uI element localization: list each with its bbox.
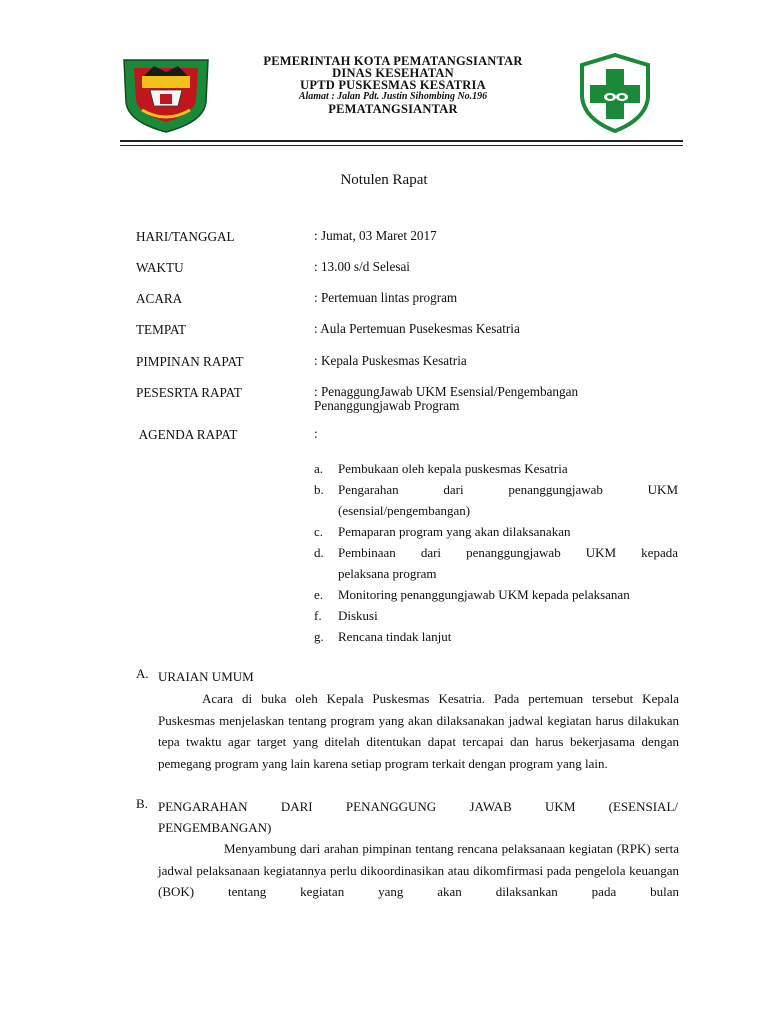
agenda-item: [314, 626, 678, 647]
agenda-marker: a.: [314, 461, 324, 476]
document-title: Notulen Rapat: [340, 172, 428, 188]
agenda-text: Pembinaan dari penanggungjawab UKM kepada: [338, 545, 678, 560]
letterhead-address: Alamat : Jalan Pdt. Justin Sihombing No.196: [298, 91, 488, 102]
agenda-text: Diskusi: [338, 608, 378, 623]
agenda-item: [314, 521, 678, 542]
field-label: TEMPAT: [136, 322, 187, 337]
field-value: [314, 385, 684, 413]
letterhead-divider-thick: [120, 140, 683, 142]
agenda-text-continued: (esensial/pengembangan): [338, 503, 471, 518]
agenda-marker: d.: [314, 545, 324, 560]
agenda-text: Pemaparan program yang akan dilaksanakan: [338, 524, 571, 539]
field-label: PESESRTA RAPAT: [136, 385, 242, 400]
agenda-marker: g.: [314, 629, 324, 644]
field-value: : 13.00 s/d Selesai: [314, 259, 410, 274]
agenda-text: Rencana tindak lanjut: [338, 629, 452, 644]
letterhead-department: DINAS KESEHATAN: [332, 66, 454, 80]
section-marker: A.: [136, 666, 149, 681]
agenda-item: [314, 458, 678, 479]
city-emblem-logo: [120, 50, 212, 134]
field-label: PIMPINAN RAPAT: [136, 354, 244, 369]
section-heading-text: URAIAN UMUM: [158, 669, 254, 684]
field-value: : Jumat, 03 Maret 2017: [314, 228, 437, 243]
field-label: ACARA: [136, 291, 183, 306]
letterhead-government: PEMERINTAH KOTA PEMATANGSIANTAR: [263, 54, 523, 68]
agenda-marker: c.: [314, 524, 324, 539]
field-value-line2: Penanggungjawab Program: [314, 398, 460, 413]
section-heading-line2: PENGEMBANGAN): [158, 820, 272, 835]
field-label: WAKTU: [136, 260, 184, 275]
agenda-marker: e.: [314, 587, 324, 602]
agenda-text-continued: pelaksana program: [338, 566, 437, 581]
letterhead-divider-thin: [120, 145, 683, 146]
field-label: AGENDA RAPAT: [136, 427, 238, 442]
agenda-marker: b.: [314, 482, 324, 497]
field-value: : Pertemuan lintas program: [314, 290, 458, 305]
puskesmas-cross-logo: [576, 53, 654, 133]
agenda-marker: f.: [314, 608, 322, 623]
field-label: HARI/TANGGAL: [136, 229, 235, 244]
agenda-item: [314, 605, 678, 626]
agenda-item: [314, 479, 678, 521]
field-value: : Aula Pertemuan Pusekesmas Kesatria: [314, 321, 520, 336]
section-heading-text: [158, 796, 678, 838]
agenda-item: [314, 584, 678, 605]
section-a-body: Acara di buka oleh Kepala Puskesmas Kesatria. Pada pertemuan tersebut Kepala Puskesmas menjelaskan tentang program yang akan dilaksanakan jadwal kegiatan harus dilakukan tepa twaktu agar target yang ditelah ditentukan dapat tercapai dan harus bekerjasama dengan pemegang program yang lain karena setiap program terkait dengan program yang lain.: [158, 691, 679, 771]
agenda-text: Pembukaan oleh kepala puskesmas Kesatria: [338, 461, 568, 476]
agenda-text: Monitoring penanggungjawab UKM kepada pelaksanan: [338, 587, 630, 602]
letterhead: [220, 55, 566, 115]
section-marker: B.: [136, 796, 148, 811]
section-heading-line1: PENGARAHAN DARI PENANGGUNG JAWAB UKM (ESENSIAL/: [158, 799, 678, 814]
field-value-line1: : PenaggungJawab UKM Esensial/Pengembangan: [314, 384, 579, 399]
field-value: : Kepala Puskesmas Kesatria: [314, 353, 467, 368]
field-value: :: [314, 426, 318, 441]
agenda-item: [314, 542, 678, 584]
letterhead-city: PEMATANGSIANTAR: [328, 102, 458, 116]
agenda-list: [314, 458, 678, 647]
agenda-text: Pengarahan dari penanggungjawab UKM: [338, 482, 678, 497]
letterhead-clinic: UPTD PUSKESMAS KESATRIA: [300, 78, 486, 92]
section-b-body: Menyambung dari arahan pimpinan tentang rencana pelaksanaan kegiatan (RPK) serta jadwal pelaksanaan kegiatannya perlu dikoordinasikan atau dikomfirmasi pada pengelola keuangan (BOK) tentang kegiatan yang akan dilaksankan pada bulan: [158, 841, 679, 899]
